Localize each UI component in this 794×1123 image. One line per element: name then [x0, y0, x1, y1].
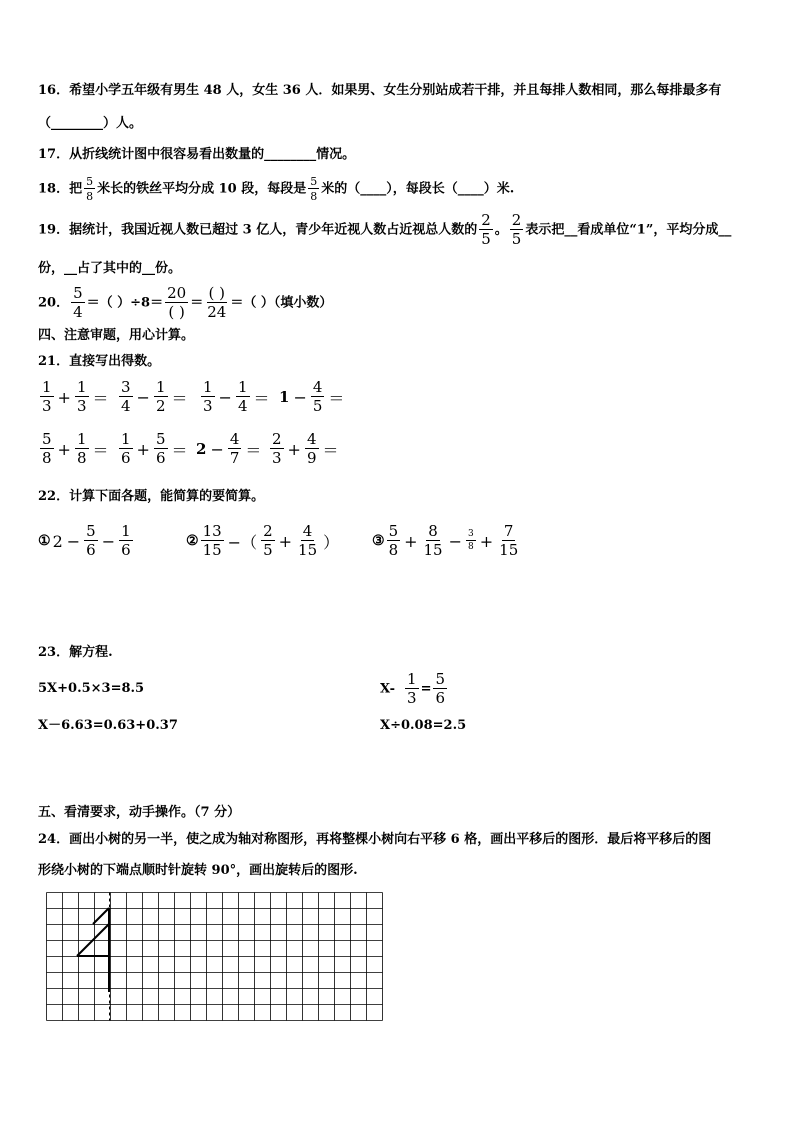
q22-problem-2: ② $\frac{13}{15}$ −（ $\frac{2}{5}$ + $\frac{4}{15}$ ）: [186, 522, 340, 559]
q20-prefix: 20．: [38, 295, 70, 311]
q21-item: 2 − $\frac{4}{7}$ ＝: [196, 430, 262, 467]
q18-prefix: 18．把: [38, 181, 83, 197]
q16-line2: （________）人。: [38, 116, 143, 131]
q19-suffix: 表示把__看成单位“1”，平均分成__: [525, 222, 732, 238]
q21-item: 1 − $\frac{4}{5}$ ＝: [279, 378, 345, 415]
q20-frac2: $\frac{20}{( )}$: [167, 284, 187, 321]
q23-eq1: 5X+0.5×3=8.5: [38, 681, 145, 696]
q22-problem-3: ③ $\frac{5}{8}$ + $\frac{8}{15}$ − $\frac{3}{8}$ + $\frac{7}{15}$: [372, 522, 519, 559]
q21-item: $\frac{1}{6}$ + $\frac{5}{6}$ ＝: [121, 430, 188, 467]
tree-branch-upper: [93, 908, 109, 924]
q19-frac2: $\frac{2}{5}$: [511, 211, 522, 248]
q19-prefix: 19．据统计，我国近视人数已超过 3 亿人，青少年近视人数占近视总人数的: [38, 222, 478, 238]
q23-eq3: X－6.63=0.63+0.37: [38, 718, 178, 733]
q22-title: 22．计算下面各题，能简算的要简算。: [38, 489, 265, 504]
q22-problem-1: ① 2 − $\frac{5}{6}$ − $\frac{1}{6}$: [38, 522, 131, 559]
q21-item: $\frac{5}{8}$ + $\frac{1}{8}$ ＝: [42, 430, 109, 467]
q23-eq2: X- $\frac{1}{3}$ = $\frac{5}{6}$: [380, 670, 446, 707]
q18-frac2: $\frac{5}{8}$: [310, 175, 318, 203]
q23-eq4: X÷0.08=2.5: [380, 718, 467, 733]
q19-frac1: $\frac{2}{5}$: [481, 211, 491, 248]
q21-item: $\frac{1}{3}$ − $\frac{1}{4}$ ＝: [203, 378, 270, 415]
section5-title: 五、看清要求，动手操作。（7 分）: [38, 805, 241, 820]
q19-line2: 份，__占了其中的__份。: [38, 261, 182, 276]
q20-frac1: $\frac{5}{4}$: [73, 284, 83, 321]
q24-line2: 形绕小树的下端点顺时针旋转 90°，画出旋转后的图形.: [38, 863, 358, 878]
tree-branch-lower: [77, 924, 109, 956]
section4-title: 四、注意审题，用心计算。: [38, 328, 195, 343]
q20-eq2: ＝: [190, 295, 204, 311]
q18-mid1: 米长的铁丝平均分成 10 段，每段是: [97, 181, 307, 197]
q19-mid: 。: [494, 222, 508, 238]
q18: [38, 176, 514, 202]
half-tree-figure: [77, 908, 109, 992]
q20: [38, 286, 332, 320]
grid-canvas[interactable]: [46, 892, 386, 1028]
q16-line1: 16．希望小学五年级有男生 48 人，女生 36 人．如果男、女生分别站成若干排，并且每排人数相同，那么每排最多有: [38, 83, 722, 98]
q19: [38, 213, 731, 247]
q20-eq3: ＝（ ）（填小数）: [230, 295, 333, 311]
drawing-grid[interactable]: [46, 892, 386, 1028]
q21-item: $\frac{1}{3}$ + $\frac{1}{3}$ ＝: [42, 378, 109, 415]
q18-mid2: 米的（____），每段长（____）米.: [321, 181, 515, 197]
q17-text: 17．从折线统计图中很容易看出数量的________情况。: [38, 147, 356, 162]
q21-item: $\frac{2}{3}$ + $\frac{4}{9}$ ＝: [272, 430, 339, 467]
q20-frac3: $\frac{( )}{24}$: [207, 284, 227, 321]
q24-line1: 24．画出小树的另一半，使之成为轴对称图形，再将整棵小树向右平移 6 格，画出平移后的图形．最后将平移后的图: [38, 832, 712, 847]
q23-title: 23．解方程.: [38, 645, 113, 660]
q21-item: $\frac{3}{4}$ − $\frac{1}{2}$ ＝: [121, 378, 188, 415]
q20-eq1: ＝（ ）÷8＝: [86, 295, 164, 311]
q21-title: 21．直接写出得数。: [38, 354, 161, 369]
q18-frac1: $\frac{5}{8}$: [86, 175, 94, 203]
